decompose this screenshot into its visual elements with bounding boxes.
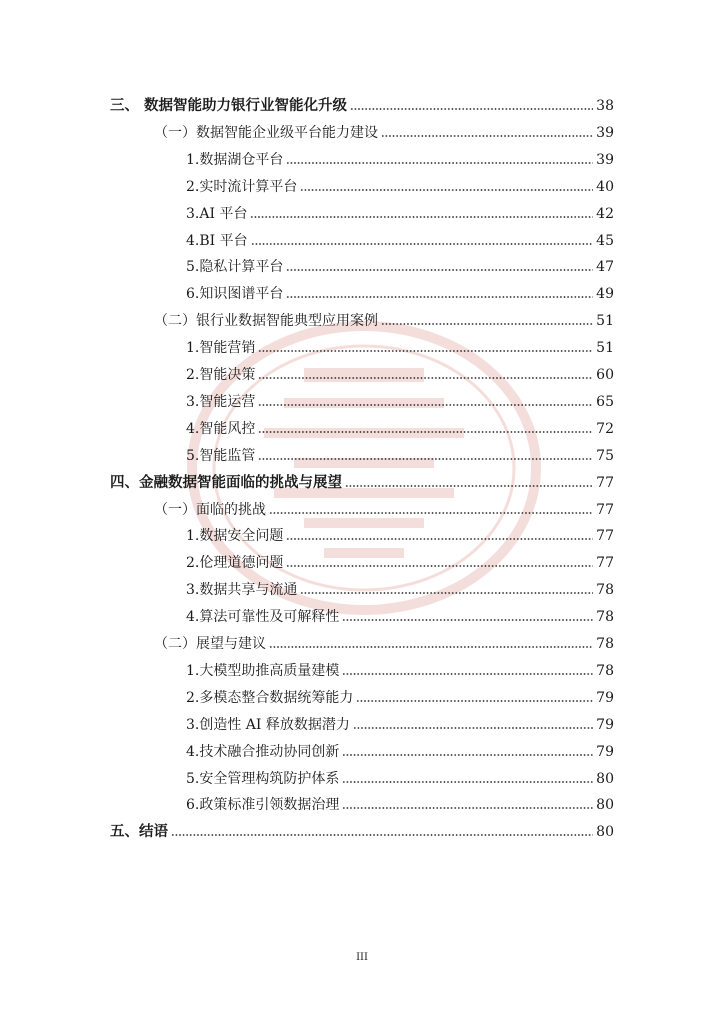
toc-entry[interactable] bbox=[110, 91, 614, 115]
toc-entry-title: 1.数据安全问题 bbox=[186, 528, 284, 544]
toc-dot-leader bbox=[381, 134, 593, 138]
toc-entry-page-number: 51 bbox=[596, 340, 614, 356]
toc-entry-page-number: 60 bbox=[596, 367, 614, 383]
toc-entry-page-number: 78 bbox=[596, 609, 614, 625]
toc-dot-leader bbox=[345, 484, 593, 488]
toc-entry[interactable] bbox=[186, 521, 614, 545]
toc-entry-title: （二）银行业数据智能典型应用案例 bbox=[154, 313, 378, 329]
toc-entry-page-number: 80 bbox=[596, 797, 614, 813]
toc-entry-page-number: 79 bbox=[596, 717, 614, 733]
toc-entry[interactable] bbox=[154, 118, 614, 142]
toc-entry-title: （一）数据智能企业级平台能力建设 bbox=[154, 125, 378, 141]
toc-entry[interactable] bbox=[186, 279, 614, 303]
toc-entry-title: 3.AI 平台 bbox=[186, 206, 248, 222]
toc-entry-title: 4.智能风控 bbox=[186, 421, 256, 437]
toc-dot-leader bbox=[342, 806, 593, 810]
toc-entry-page-number: 78 bbox=[596, 663, 614, 679]
toc-entry-page-number: 77 bbox=[596, 528, 614, 544]
toc-entry-title: 6.政策标准引领数据治理 bbox=[186, 797, 340, 813]
toc-entry-page-number: 45 bbox=[596, 233, 614, 249]
toc-entry-title: 5.智能监管 bbox=[186, 448, 256, 464]
toc-dot-leader bbox=[286, 268, 593, 272]
toc-entry-page-number: 72 bbox=[596, 421, 614, 437]
toc-dot-leader bbox=[251, 242, 594, 246]
toc-entry[interactable] bbox=[186, 360, 614, 384]
toc-dot-leader bbox=[342, 780, 593, 784]
toc-entry-title: 5.安全管理构筑防护体系 bbox=[186, 771, 340, 787]
page-number-footer: III bbox=[356, 952, 368, 963]
toc-entry[interactable] bbox=[186, 172, 614, 196]
toc-entry-title: 5.隐私计算平台 bbox=[186, 259, 284, 275]
toc-entry-page-number: 78 bbox=[596, 582, 614, 598]
toc-dot-leader bbox=[250, 215, 593, 219]
toc-entry-page-number: 77 bbox=[596, 502, 614, 518]
toc-entry-page-number: 42 bbox=[596, 206, 614, 222]
toc-entry[interactable] bbox=[186, 710, 614, 734]
toc-entry-title: 五、结语 bbox=[110, 824, 168, 840]
toc-entry[interactable] bbox=[186, 441, 614, 465]
toc-dot-leader bbox=[269, 511, 593, 515]
toc-dot-leader bbox=[342, 672, 593, 676]
toc-dot-leader bbox=[300, 591, 593, 595]
toc-entry[interactable] bbox=[186, 252, 614, 276]
toc-dot-leader bbox=[286, 564, 593, 568]
toc-dot-leader bbox=[342, 618, 593, 622]
toc-dot-leader bbox=[342, 753, 593, 757]
toc-entry[interactable] bbox=[186, 737, 614, 761]
toc-entry-page-number: 38 bbox=[596, 98, 614, 114]
toc-entry-title: 3.创造性 AI 释放数据潜力 bbox=[186, 717, 350, 733]
toc-dot-leader bbox=[258, 376, 593, 380]
toc-entry-page-number: 78 bbox=[596, 636, 614, 652]
toc-entry-page-number: 51 bbox=[596, 313, 614, 329]
toc-dot-leader bbox=[286, 295, 593, 299]
toc-dot-leader bbox=[350, 107, 593, 111]
toc-entry[interactable] bbox=[154, 629, 614, 653]
toc-entry-page-number: 47 bbox=[596, 259, 614, 275]
toc-entry[interactable] bbox=[186, 548, 614, 572]
toc-entry[interactable] bbox=[186, 199, 614, 223]
toc-entry[interactable] bbox=[186, 575, 614, 599]
toc-entry-page-number: 75 bbox=[596, 448, 614, 464]
toc-entry[interactable] bbox=[186, 683, 614, 707]
toc-dot-leader bbox=[258, 349, 593, 353]
toc-entry-title: 三、 数据智能助力银行业智能化升级 bbox=[110, 98, 348, 114]
toc-entry[interactable] bbox=[186, 333, 614, 357]
toc-entry-page-number: 39 bbox=[596, 152, 614, 168]
toc-entry-title: 3.数据共享与流通 bbox=[186, 582, 298, 598]
toc-dot-leader bbox=[286, 161, 593, 165]
toc-dot-leader bbox=[356, 699, 593, 703]
toc-entry-title: 2.智能决策 bbox=[186, 367, 256, 383]
toc-entry[interactable] bbox=[186, 656, 614, 680]
toc-entry[interactable] bbox=[186, 387, 614, 411]
toc-entry-title: 2.多模态整合数据统筹能力 bbox=[186, 690, 354, 706]
toc-entry-page-number: 80 bbox=[596, 824, 614, 840]
toc-entry-title: 4.算法可靠性及可解释性 bbox=[186, 609, 340, 625]
toc-entry-page-number: 79 bbox=[596, 744, 614, 760]
toc-entry[interactable] bbox=[110, 817, 614, 841]
toc-entry-page-number: 79 bbox=[596, 690, 614, 706]
toc-entry-title: 4.BI 平台 bbox=[186, 233, 248, 249]
toc-entry[interactable] bbox=[186, 602, 614, 626]
toc-dot-leader bbox=[258, 457, 593, 461]
toc-entry-title: 2.实时流计算平台 bbox=[186, 179, 298, 195]
toc-dot-leader bbox=[258, 403, 593, 407]
toc-entry[interactable] bbox=[110, 468, 614, 492]
toc-entry-page-number: 40 bbox=[596, 179, 614, 195]
toc-entry-title: （一）面临的挑战 bbox=[154, 502, 266, 518]
toc-dot-leader bbox=[258, 430, 593, 434]
toc-entry-title: （二）展望与建议 bbox=[154, 636, 266, 652]
toc-dot-leader bbox=[381, 322, 593, 326]
toc-entry-title: 3.智能运营 bbox=[186, 394, 256, 410]
toc-entry[interactable] bbox=[154, 306, 614, 330]
toc-entry[interactable] bbox=[154, 495, 614, 519]
toc-entry-title: 1.数据湖仓平台 bbox=[186, 152, 284, 168]
toc-entry[interactable] bbox=[186, 414, 614, 438]
toc-entry-page-number: 65 bbox=[596, 394, 614, 410]
toc-entry-page-number: 80 bbox=[596, 771, 614, 787]
toc-entry-title: 2.伦理道德问题 bbox=[186, 555, 284, 571]
toc-entry-title: 4.技术融合推动协同创新 bbox=[186, 744, 340, 760]
toc-dot-leader bbox=[171, 833, 593, 837]
toc-entry-page-number: 49 bbox=[596, 286, 614, 302]
toc-entry-title: 四、金融数据智能面临的挑战与展望 bbox=[110, 475, 342, 491]
toc-entry-title: 1.大模型助推高质量建模 bbox=[186, 663, 340, 679]
toc-entry-title: 6.知识图谱平台 bbox=[186, 286, 284, 302]
toc-dot-leader bbox=[300, 188, 593, 192]
toc-entry-page-number: 39 bbox=[596, 125, 614, 141]
toc-entry[interactable] bbox=[186, 764, 614, 788]
toc-entry-page-number: 77 bbox=[596, 555, 614, 571]
toc-dot-leader bbox=[269, 645, 593, 649]
toc-dot-leader bbox=[353, 726, 593, 730]
toc-entry[interactable] bbox=[186, 226, 614, 250]
toc-entry[interactable] bbox=[186, 145, 614, 169]
toc-entry-page-number: 77 bbox=[596, 475, 614, 491]
toc-dot-leader bbox=[286, 537, 593, 541]
toc-entry[interactable] bbox=[186, 790, 614, 814]
toc-entry-title: 1.智能营销 bbox=[186, 340, 256, 356]
